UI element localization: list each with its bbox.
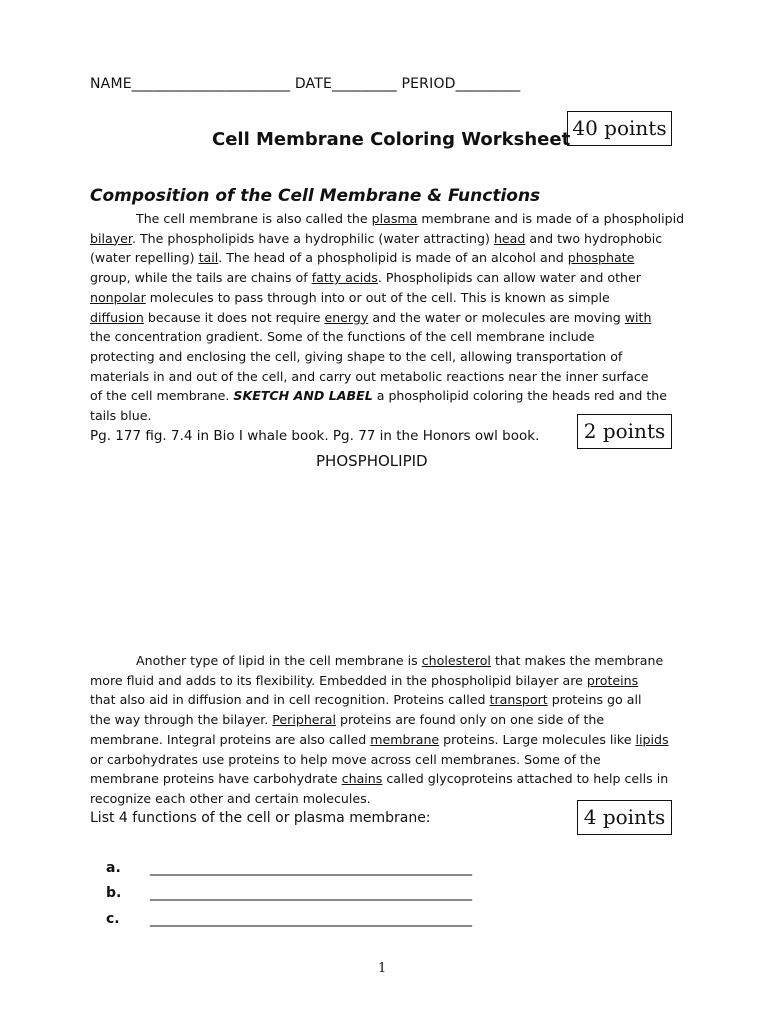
answer-letter: c.: [106, 911, 120, 927]
para1-line-10: of the cell membrane. SKETCH AND LABEL a phospholipid coloring the heads red and the: [90, 388, 668, 404]
term-tail: tail: [198, 250, 219, 266]
para1-line-5: nonpolar molecules to pass through into or out of the cell. This is known as simple: [90, 289, 610, 305]
para2-line-8: recognize each other and certain molecules.: [90, 790, 371, 806]
para1-line-2: bilayer. The phospholipids have a hydrophilic (water attracting) head and two hydrophobic: [90, 230, 663, 246]
page-title: Cell Membrane Coloring Worksheet: [212, 129, 571, 150]
sketch-and-label-instruction: SKETCH AND LABEL: [233, 388, 373, 404]
term-proteins: proteins: [586, 672, 639, 688]
para1-line-11: tails blue.: [90, 408, 152, 424]
term-energy: energy: [324, 309, 369, 325]
phospholipid-points-box: 2 points: [577, 414, 672, 449]
para1-line-1: The cell membrane is also called the plasma membrane and is made of a phospholipid: [136, 211, 685, 226]
para1-line-4: group, while the tails are chains of fatty acids. Phospholipids can allow water and other: [90, 270, 641, 286]
proteins-paragraph: [90, 651, 690, 809]
phospholipid-sketch-label: PHOSPHOLIPID: [316, 452, 428, 470]
para2-line-7: membrane proteins have carbohydrate chains called glycoproteins attached to help cells in: [90, 771, 669, 787]
para1-line-8: protecting and enclosing the cell, giving shape to the cell, allowing transportation of: [90, 348, 623, 364]
term-diffusion: diffusion: [90, 309, 144, 325]
para1-line-7: the concentration gradient. Some of the functions of the cell membrane include: [90, 329, 595, 345]
para2-line-6: or carbohydrates use proteins to help move across cell membranes. Some of the: [90, 751, 601, 767]
term-membrane: membrane: [370, 731, 440, 747]
para2-line-2: more fluid and adds to its flexibility. Embedded in the phospholipid bilayer are proteins: [90, 672, 639, 688]
name-date-period-line: NAME______________________ DATE_________ PERIOD_________: [90, 76, 521, 92]
term-chains: chains: [341, 771, 383, 787]
term-phosphate: phosphate: [567, 250, 635, 266]
answer-row-b[interactable]: [106, 885, 472, 901]
term-fatty-acids: fatty acids: [311, 270, 378, 286]
answer-row-a[interactable]: [106, 860, 472, 876]
total-points-box: 40 points: [567, 111, 672, 146]
para1-line-3: (water repelling) tail. The head of a phospholipid is made of an alcohol and phosphate: [90, 250, 635, 266]
term-peripheral: Peripheral: [272, 712, 336, 728]
answer-letter: b.: [106, 885, 122, 901]
para1-line-9: materials in and out of the cell, and carry out metabolic reactions near the inner surface: [90, 368, 649, 384]
para1-line-6: diffusion because it does not require energy and the water or molecules are moving with: [90, 309, 652, 325]
answer-blank-line[interactable]: ______________________________________________: [150, 885, 472, 901]
composition-paragraph: [90, 209, 690, 426]
answer-blank-line[interactable]: ______________________________________________: [150, 860, 472, 876]
textbook-reference: Pg. 177 fig. 7.4 in Bio I whale book. Pg. 77 in the Honors owl book.: [90, 428, 540, 444]
term-cholesterol: cholesterol: [421, 653, 491, 668]
term-plasma: plasma: [371, 211, 418, 226]
functions-points-box: 4 points: [577, 800, 672, 835]
answer-blank-line[interactable]: ______________________________________________: [150, 911, 472, 927]
answer-row-c[interactable]: [106, 911, 472, 927]
section-heading: Composition of the Cell Membrane & Functions: [90, 186, 541, 206]
page-number: 1: [378, 961, 387, 976]
term-transport: transport: [489, 692, 548, 708]
para2-line-3: that also aid in diffusion and in cell recognition. Proteins called transport proteins go all: [90, 692, 642, 708]
term-with: with: [624, 309, 652, 325]
term-bilayer: bilayer: [90, 230, 132, 246]
answer-letter: a.: [106, 860, 121, 876]
para2-line-1: Another type of lipid in the cell membrane is cholesterol that makes the membrane: [136, 653, 664, 668]
term-nonpolar: nonpolar: [90, 289, 146, 305]
para2-line-5: membrane. Integral proteins are also called membrane proteins. Large molecules like lipids: [90, 731, 669, 747]
term-lipids: lipids: [635, 731, 669, 747]
para2-line-4: the way through the bilayer. Peripheral proteins are found only on one side of the: [90, 712, 605, 728]
functions-list-instruction: List 4 functions of the cell or plasma membrane:: [90, 810, 431, 826]
term-head: head: [493, 230, 526, 246]
